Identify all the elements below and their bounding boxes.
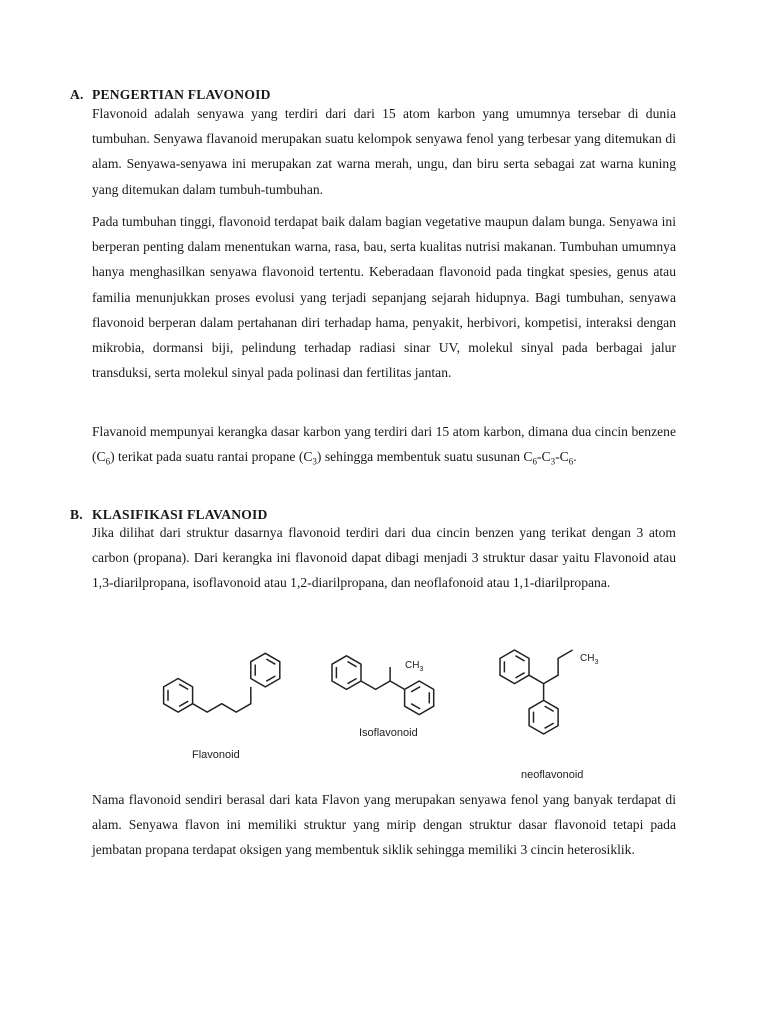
section-a-paragraph-2: Pada tumbuhan tinggi, flavonoid terdapat baik dalam bagian vegetative maupun dalam bunga. Senyawa ini berperan penting dalam menentukan warna, rasa, bau, serta kualitas nutrisi makanan. Tumbuhan umumnya hanya menghasilkan senyawa flavonoid tertentu. Keberadaan flavonoid pada tingkat spesies, genus atau familia menunjukkan proses evolusi yang terjadi sepanjang sejarah hidupnya. Bagi tumbuhan, senyawa flavonoid berperan dalam pertahanan diri terhadap hama, penyakit, herbivori, kompetisi, interaksi dengan mikrobia, dormansi biji, pelindung terhadap radiasi sinar UV, molekul sinyal pada berbagai jalur transduksi, serta molekul sinyal pada polinasi dan fertilitas jantan. bbox=[92, 214, 676, 381]
isoflavonoid-label: Isoflavonoid bbox=[359, 727, 418, 739]
neoflavonoid-ch3-label: $CH_3$ bbox=[580, 653, 599, 666]
flavonoid-structure bbox=[164, 653, 280, 712]
section-a-paragraph-3: Flavanoid mempunyai kerangka dasar karbon yang terdiri dari 15 atom karbon, dimana dua cincin benzene $(C_6)$ terikat pada suatu rantai propane $(C_3)$ sehingga membentuk suatu susunan $C_6-C_3-C_6$. bbox=[92, 424, 676, 467]
flavonoid-label: Flavonoid bbox=[192, 749, 240, 761]
neoflavonoid-label: neoflavonoid bbox=[521, 769, 584, 781]
neoflavonoid-structure bbox=[500, 650, 573, 734]
flavonoid-structures-figure bbox=[150, 640, 630, 790]
section-b-title: KLASIFIKASI FLAVANOID bbox=[92, 507, 268, 522]
section-b-paragraph-2: Nama flavonoid sendiri berasal dari kata Flavon yang merupakan senyawa fenol yang banyak terdapat di alam. Senyawa flavon ini memiliki struktur yang mirip dengan struktur dasar flavonoid tetapi pada jembatan propana terdapat oksigen yang membentuk siklik sehingga memiliki 3 cincin heterosiklik. bbox=[92, 792, 676, 858]
section-a-paragraph-1: Flavonoid adalah senyawa yang terdiri dari dari 15 atom karbon yang umumnya tersebar di dunia tumbuhan. Senyawa flavanoid merupakan suatu kelompok senyawa fenol yang terbesar yang ditemukan di alam. Senyawa-senyawa ini merupakan zat warna merah, ungu, dan biru serta sebagai zat warna kuning yang ditemukan dalam tumbuh-tumbuhan. bbox=[92, 106, 676, 197]
section-b-paragraph-1: Jika dilihat dari struktur dasarnya flavonoid terdiri dari dua cincin benzen yang terikat dengan 3 atom carbon (propana). Dari kerangka ini flavonoid dapat dibagi menjadi 3 struktur dasar yaitu Flavonoid atau 1,3-diarilpropana, isoflavonoid atau 1,2-diarilpropana, dan neoflafonoid atau 1,1-diarilpropana. bbox=[92, 525, 676, 591]
isoflavonoid-ch3-label: $CH_3$ bbox=[405, 660, 424, 673]
section-a-letter: A. bbox=[70, 87, 84, 102]
section-b-letter: B. bbox=[70, 507, 83, 522]
section-a-title: PENGERTIAN FLAVONOID bbox=[92, 87, 271, 102]
